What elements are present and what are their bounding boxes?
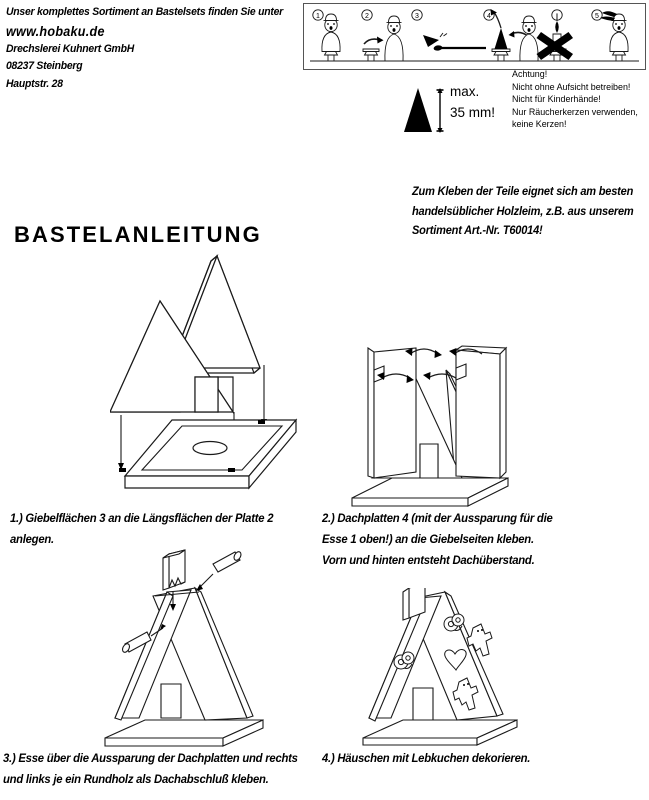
svg-text:4: 4 xyxy=(487,13,491,21)
base-plate xyxy=(119,420,296,488)
base-plate xyxy=(363,720,517,745)
chimney-piece xyxy=(163,550,185,590)
warning-line-2: Nicht für Kinderhände! xyxy=(512,94,601,105)
caption-step-2-line-1: 2.) Dachplatten 4 (mit der Aussparung für die xyxy=(322,511,553,525)
company-street: Hauptstr. 28 xyxy=(6,77,63,90)
svg-text:1: 1 xyxy=(316,13,320,21)
warning-line-3: Nur Räucherkerzen verwenden, xyxy=(512,106,638,117)
warning-line-4: keine Kerzen! xyxy=(512,119,567,130)
caption-step-1-line-2: anlegen. xyxy=(10,532,54,546)
caption-step-2-line-2: Esse 1 oben!) an die Giebelseiten kleben. xyxy=(322,532,534,546)
caption-step-3 xyxy=(3,748,333,790)
figure-step-2 xyxy=(350,320,570,510)
figure-step-4 xyxy=(355,588,585,748)
base-plate xyxy=(105,720,263,746)
usage-pictogram-panel xyxy=(303,3,646,70)
glue-note-line-1: Zum Kleben der Teile eignet sich am besten xyxy=(412,185,634,198)
caption-step-4 xyxy=(322,748,634,769)
incense-hole xyxy=(193,442,227,455)
glue-recommendation-note xyxy=(412,182,647,241)
caption-step-1 xyxy=(10,508,322,550)
incense-cone-size-note xyxy=(398,80,513,140)
glue-note-line-2: handelsüblicher Holzleim, z.B. aus unserem xyxy=(412,204,634,218)
figure-step-1 xyxy=(110,252,320,502)
pictogram-3-figure xyxy=(412,10,486,51)
svg-text:5: 5 xyxy=(595,13,599,21)
svg-text:3: 3 xyxy=(415,13,419,21)
pictogram-2-figure xyxy=(362,10,403,61)
svg-text:!: ! xyxy=(555,11,559,21)
roof-plate-right xyxy=(456,346,506,478)
catalog-intro-text: Unser komplettes Sortiment an Bastelsets finden Sie unter xyxy=(6,6,283,18)
door xyxy=(413,688,433,720)
caption-step-2-line-3: Vorn und hinten entsteht Dachüberstand. xyxy=(322,553,535,567)
dowel-right xyxy=(196,551,242,591)
warning-line-1: Nicht ohne Aufsicht betreiben! xyxy=(512,81,631,92)
safety-warning-block xyxy=(512,68,647,131)
company-city: 08237 Steinberg xyxy=(6,60,83,72)
caption-step-3-line-2: und links je ein Rundholz als Dachabschluß kleben. xyxy=(3,772,269,786)
caption-step-1-line-1: 1.) Giebelflächen 3 an die Längsflächen der Platte 2 xyxy=(10,511,274,525)
page-title: BASTELANLEITUNG xyxy=(14,222,262,247)
base-plate xyxy=(352,478,508,506)
cone-dimension-drawing xyxy=(398,80,448,138)
caption-step-2 xyxy=(322,508,634,571)
caption-step-3-line-1: 3.) Esse über die Aussparung der Dachplatten und rechts xyxy=(3,751,298,765)
caption-step-4-line-1: 4.) Häuschen mit Lebkuchen dekorieren. xyxy=(322,751,531,765)
pictogram-1-figure xyxy=(313,10,340,61)
pictogram-warning-figure xyxy=(537,10,574,61)
incense-cone-shape xyxy=(404,88,432,132)
company-address-block xyxy=(6,4,306,93)
pictogram-5-figure xyxy=(592,10,628,61)
cone-max-label-line2: 35 mm! xyxy=(450,105,496,120)
warning-title: Achtung! xyxy=(512,69,548,79)
roof-plate-left xyxy=(368,348,416,478)
svg-text:2: 2 xyxy=(365,13,369,21)
glue-note-line-3: Sortiment Art.-Nr. T60014! xyxy=(412,224,543,237)
cone-max-label-line1: max. xyxy=(450,84,480,99)
figure-step-3 xyxy=(95,548,325,748)
company-name: Drechslerei Kuhnert GmbH xyxy=(6,42,134,55)
website-url[interactable]: www.hobaku.de xyxy=(6,23,105,39)
pictogram-4-figure xyxy=(484,9,538,61)
